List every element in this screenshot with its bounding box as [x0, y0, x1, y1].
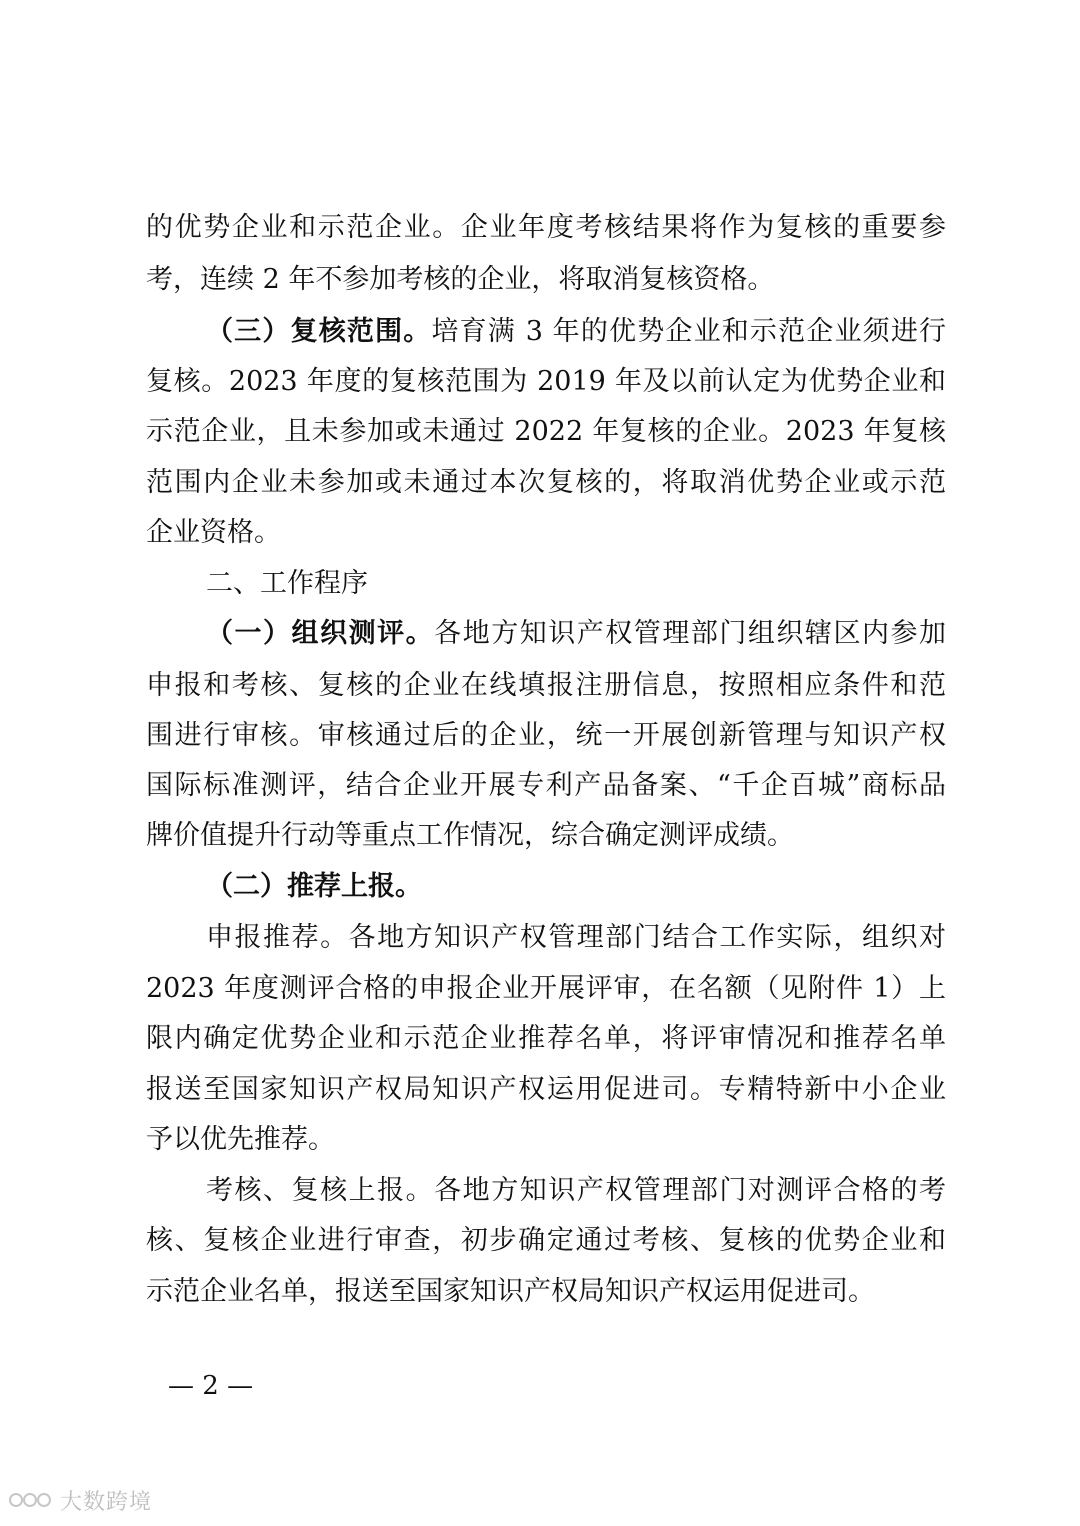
paragraph-line: 核、复核企业进行审查，初步确定通过考核、复核的优势企业和 — [146, 1225, 946, 1256]
paragraph-line: 范围内企业未参加或未通过本次复核的，将取消优势企业或示范 — [146, 467, 946, 498]
section-heading: 二、工作程序 — [206, 568, 368, 599]
subsection-heading: （二）推荐上报。 — [206, 871, 422, 902]
paragraph-line: 企业资格。 — [146, 517, 281, 548]
paragraph-line: 申报和考核、复核的企业在线填报注册信息，按照相应条件和范 — [146, 670, 946, 701]
watermark-logo-icon — [8, 1486, 54, 1514]
paragraph-line: 限内确定优势企业和示范企业推荐名单，将评审情况和推荐名单 — [146, 1023, 946, 1054]
paragraph-text: 各地方知识产权管理部门组织辖区内参加 — [434, 618, 946, 649]
paragraph-line: 示范企业，且未参加或未通过 2022 年复核的企业。2023 年复核 — [146, 416, 946, 447]
watermark-text: 大数跨境 — [60, 1489, 153, 1515]
paragraph-line — [206, 608, 946, 660]
paragraph-line: 的优势企业和示范企业。企业年度考核结果将作为复核的重要参 — [146, 212, 946, 243]
paragraph-line: 复核。2023 年度的复核范围为 2019 年及以前认定为优势企业和 — [146, 366, 946, 397]
paragraph-line: 予以优先推荐。 — [146, 1124, 335, 1155]
paragraph-line: 示范企业名单，报送至国家知识产权局知识产权运用促进司。 — [146, 1276, 875, 1307]
paragraph-line: 考核、复核上报。各地方知识产权管理部门对测评合格的考 — [206, 1175, 946, 1206]
page-number: — 2 — — [168, 1371, 254, 1401]
paragraph-text: 培育满 3 年的优势企业和示范企业须进行 — [431, 316, 946, 347]
watermark — [8, 1484, 152, 1516]
paragraph-line: 牌价值提升行动等重点工作情况，综合确定测评成绩。 — [146, 820, 794, 851]
paragraph-line: 申报推荐。各地方知识产权管理部门结合工作实际，组织对 — [206, 922, 946, 953]
paragraph-lead: （三）复核范围。 — [206, 316, 432, 347]
paragraph-line: 2023 年度测评合格的申报企业开展评审，在名额（见附件 1）上 — [146, 973, 946, 1004]
paragraph-lead: （一）组织测评。 — [206, 618, 435, 649]
paragraph-line: 围进行审核。审核通过后的企业，统一开展创新管理与知识产权 — [146, 720, 946, 751]
paragraph-line: 考，连续 2 年不参加考核的企业，将取消复核资格。 — [146, 264, 775, 295]
paragraph-line — [206, 306, 946, 358]
paragraph-line: 报送至国家知识产权局知识产权运用促进司。专精特新中小企业 — [146, 1074, 946, 1105]
paragraph-line: 国际标准测评，结合企业开展专利产品备案、“千企百城”商标品 — [146, 770, 946, 801]
